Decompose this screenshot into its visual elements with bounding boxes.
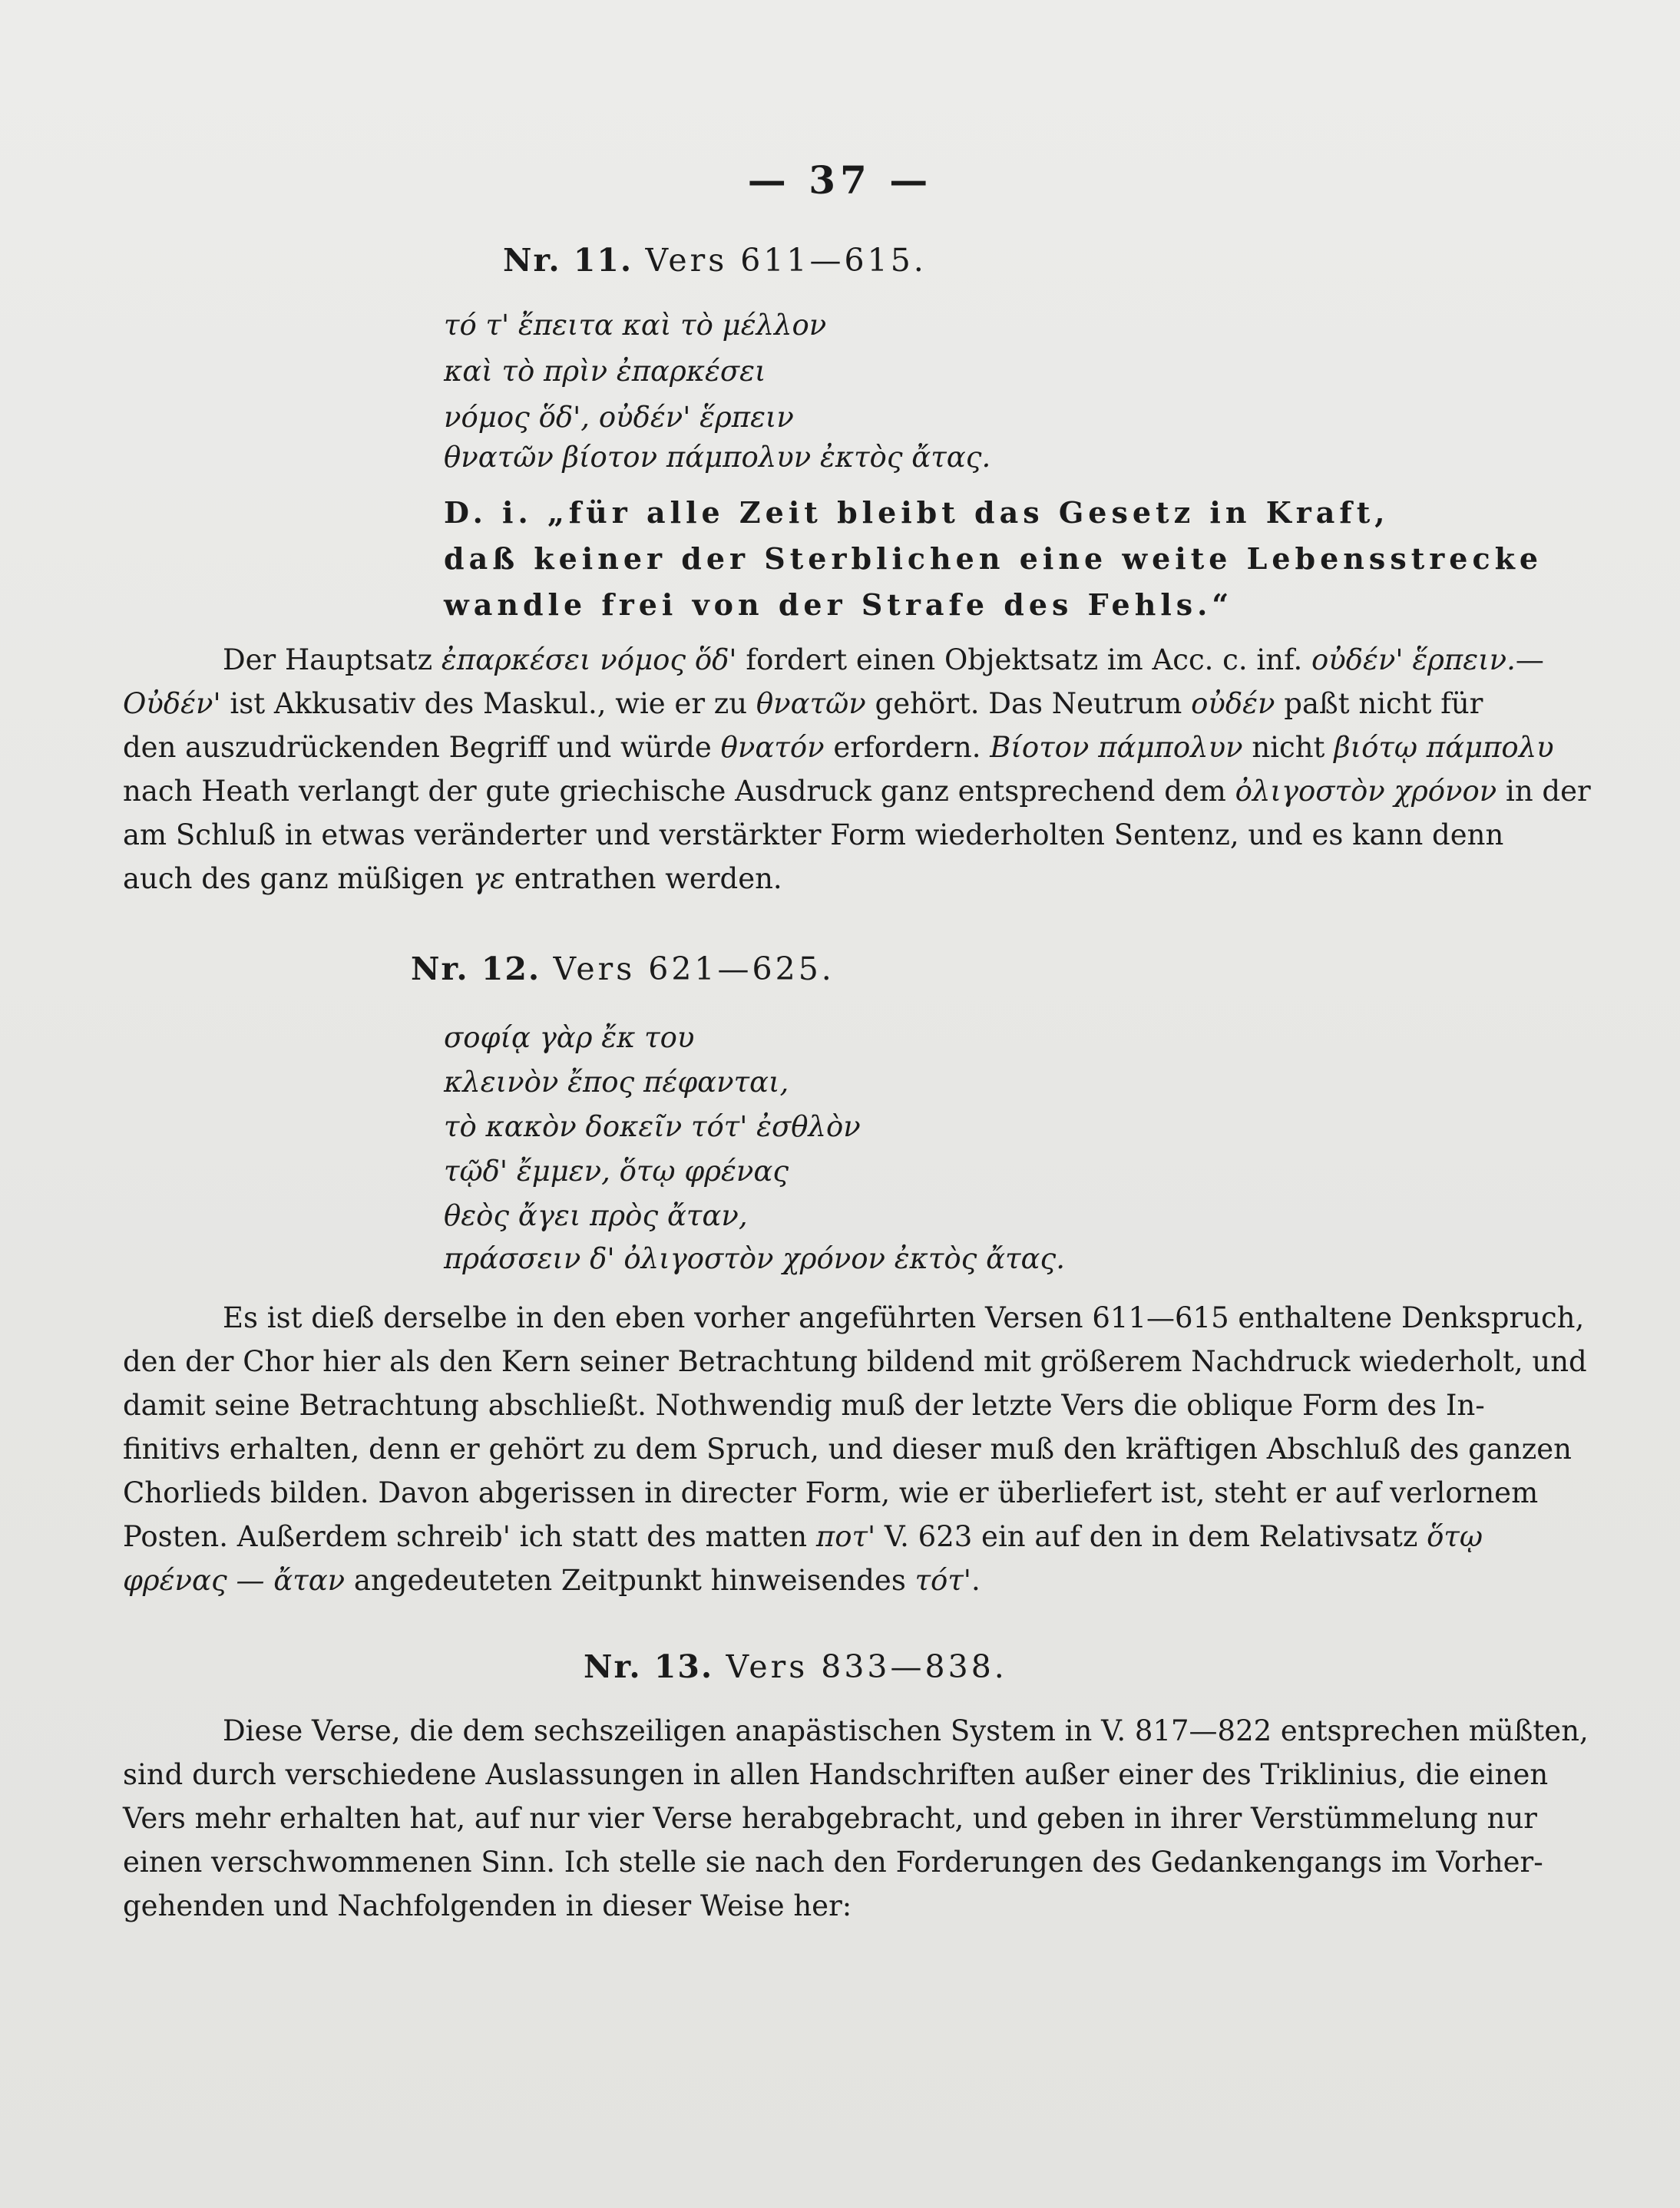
section-12-verse-range: Vers 621—625. <box>553 950 835 987</box>
section-12-heading <box>411 950 835 987</box>
section-13-heading <box>584 1648 1007 1685</box>
paragraph-line: Es ist dieß derselbe in den eben vorher angeführten Versen 611—615 enthaltene Denkspruch, <box>223 1301 1585 1334</box>
greek-verse-line: καὶ τὸ πρὶν ἐπαρκέσει <box>444 355 766 388</box>
paragraph-line: Der Hauptsatz ἐπαρκέσει νόμος ὅδ' fordert einen Objektsatz im Acc. c. inf. οὐδέν' ἕρπειν.— <box>223 643 1544 676</box>
paragraph-line: Vers mehr erhalten hat, auf nur vier Verse herabgebracht, und geben in ihrer Verstümmelung nur <box>123 1802 1537 1835</box>
greek-verse-line: νόμος ὅδ', οὐδέν' ἕρπειν <box>444 401 794 434</box>
paragraph-line: Posten. Außerdem schreib' ich statt des matten ποτ' V. 623 ein auf den in dem Relativsatz ὅτῳ <box>123 1520 1483 1553</box>
paragraph-line: Diese Verse, die dem sechszeiligen anapästischen System in V. 817—822 entsprechen müßten, <box>223 1714 1589 1747</box>
greek-verse-line: τὸ κακὸν δοκεῖν τότ' ἐσθλὸν <box>444 1110 861 1143</box>
greek-verse-line: θνατῶν βίοτον πάμπολυν ἐκτὸς ἄτας. <box>444 441 991 474</box>
greek-verse-line: σοφίᾳ γὰρ ἔκ του <box>444 1021 695 1054</box>
section-13-verse-range: Vers 833—838. <box>726 1648 1007 1685</box>
paragraph-line: auch des ganz müßigen γε entrathen werden. <box>123 862 782 895</box>
paragraph-line: φρένας — ἄταν angedeuteten Zeitpunkt hinweisendes τότ'. <box>123 1564 981 1597</box>
greek-verse-line: πράσσειν δ' ὀλιγοστὸν χρόνον ἐκτὸς ἄτας. <box>444 1242 1066 1275</box>
greek-verse-line: τῷδ' ἔμμεν, ὅτῳ φρένας <box>444 1155 789 1188</box>
translation-line: daß keiner der Sterblichen eine weite Lebensstrecke <box>444 541 1543 576</box>
section-11-verse-range: Vers 611—615. <box>645 242 927 279</box>
translation-line: wandle frei von der Strafe des Fehls.“ <box>444 587 1234 622</box>
paragraph-line: Chorlieds bilden. Davon abgerissen in directer Form, wie er überliefert ist, steht er auf verlornem <box>123 1476 1539 1509</box>
paragraph-line: sind durch verschiedene Auslassungen in allen Handschriften außer einer des Triklinius, die einen <box>123 1758 1549 1791</box>
greek-verse-line: τό τ' ἔπειτα καὶ τὸ μέλλον <box>444 309 827 342</box>
paragraph-line: einen verschwommenen Sinn. Ich stelle sie nach den Forderungen des Gedankengangs im Vorher- <box>123 1846 1543 1879</box>
paragraph-line: nach Heath verlangt der gute griechische Ausdruck ganz entsprechend dem ὀλιγοστὸν χρόνον in der <box>123 775 1591 808</box>
section-13-number: Nr. 13. <box>584 1648 714 1685</box>
greek-verse-line: θεὸς ἄγει πρὸς ἄταν, <box>444 1199 748 1232</box>
paragraph-line: Οὐδέν' ist Akkusativ des Maskul., wie er zu θνατῶν gehört. Das Neutrum οὐδέν paßt nicht für <box>123 687 1483 720</box>
page-number: — 37 — <box>747 157 933 203</box>
greek-verse-line: κλεινὸν ἔπος πέφανται, <box>444 1066 789 1099</box>
paragraph-line: finitivs erhalten, denn er gehört zu dem Spruch, und dieser muß den kräftigen Abschluß des ganzen <box>123 1433 1572 1466</box>
paragraph-line: gehenden und Nachfolgenden in dieser Weise her: <box>123 1889 852 1922</box>
paragraph-line: den auszudrückenden Begriff und würde θνατόν erfordern. Βίοτον πάμπολυν nicht βιότῳ πάμπολυ <box>123 731 1554 764</box>
section-11-number: Nr. 11. <box>503 242 633 279</box>
paragraph-line: den der Chor hier als den Kern seiner Betrachtung bildend mit größerem Nachdruck wiederholt, und <box>123 1345 1587 1378</box>
section-12-number: Nr. 12. <box>411 950 541 987</box>
paragraph-line: damit seine Betrachtung abschließt. Nothwendig muß der letzte Vers die oblique Form des In- <box>123 1389 1485 1422</box>
paragraph-line: am Schluß in etwas veränderter und verstärkter Form wiederholten Sentenz, und es kann denn <box>123 818 1504 851</box>
section-11-heading <box>503 242 927 279</box>
translation-line: D. i. „für alle Zeit bleibt das Gesetz in Kraft, <box>444 495 1390 530</box>
